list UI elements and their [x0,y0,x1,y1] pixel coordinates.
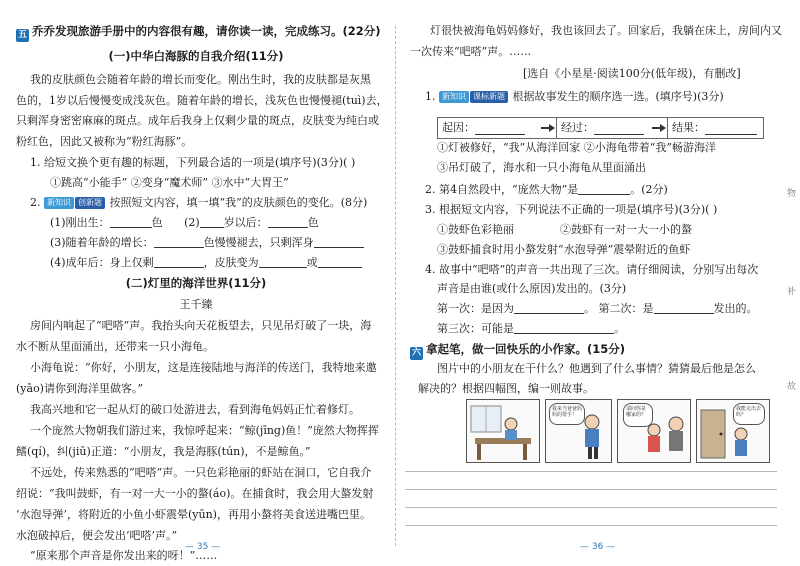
right-q3-options: ③鼓虾捕食时用小螯发射“水泡导弹”震晕附近的鱼虾 [437,243,691,256]
left-page [0,0,392,566]
page-number-left: — 35 — [185,542,221,552]
flow-start [442,118,525,138]
question-1-options: ①跳高“小能手” ②变身“魔术师” ③水中“大胃王” [50,176,289,189]
side-annotation: 物 [787,189,797,199]
article-two-line: “原来那个声音是你发出来的呀！”…… [30,549,218,562]
side-annotation: 故 [787,382,797,392]
two-people-illustration [618,400,690,462]
article-two-line: (yāo)请你到海洋里做客。” [16,382,144,395]
q2-label: 色 [151,216,163,229]
section-number-icon: 五 [17,30,27,40]
writing-line[interactable] [405,471,777,472]
continuation-line: 一次传来“吧嗒”声。…… [410,45,532,58]
boy-at-desk-illustration [467,400,539,462]
right-q2-tail: 。(2分) [630,183,668,196]
q4-second-tail: 发出的。 [713,302,758,315]
article-two-line: 房间内响起了“吧嗒”声。我抬头向天花板望去，只见吊灯破了一块，海 [30,319,372,332]
q4-third-label: 第三次：可能是 [437,322,514,335]
q4-second: 。 第二次：是 [584,302,654,315]
comic-panel-2 [545,399,612,463]
answer-blank[interactable] [654,302,714,314]
boy-at-door-illustration [697,400,769,462]
answer-blank[interactable] [110,216,152,228]
writing-line[interactable] [405,525,777,526]
flow-end [667,118,757,138]
article-two-line: 不远处，传来熟悉的“吧嗒”声。一只色彩艳丽的虾站在洞口，它自我介 [30,466,372,479]
article-one-line: 我的皮肤颜色会随着年龄的增长而变化。刚出生时，我的皮肤都是灰黑 [30,73,371,86]
continuation-line: 灯很快被海龟妈妈修好，我也该回去了。回家后，我躺在床上，房间内又 [430,24,782,37]
writing-line[interactable] [405,489,777,490]
right-q1-options: ①灯被修好，“我”从海洋回家 ②小海龟带着“我”畅游海洋 [437,141,716,154]
right-question-1: 1. 新知识 课标新题 根据故事发生的顺序选一选。(填序号)(3分) [425,90,724,103]
right-q1-options: ③吊灯破了，海水和一只小海龟从里面涌出 [437,161,646,174]
q2-label: (2) [184,216,200,229]
curriculum-tag: 课标新题 [470,91,508,103]
q2-label: (3)随着年龄的增长： [50,236,154,249]
question-2-row-2 [50,236,364,250]
q2-label: 或 [306,256,318,269]
question-2-text: 按照短文内容，填一填“我”的皮肤颜色的变化。(8分) [109,196,368,209]
sequence-flow-box [437,117,764,139]
answer-blank[interactable] [705,123,757,135]
flow-start-label: 起因： [442,121,475,134]
answer-blank[interactable] [154,236,204,248]
question-2: 2. 新知识 创新题 按照短文内容，填一填“我”的皮肤颜色的变化。(8分) [30,196,368,209]
q3-option-a: ①鼓虾色彩艳丽 [437,223,514,236]
answer-blank[interactable] [268,216,308,228]
article-two-line: 绍说：“我叫鼓虾，有一对一大一小的螯(áo)。在捕食时，我会用大螯发射 [16,487,374,500]
comic-panel-1 [466,399,540,463]
answer-blank[interactable] [578,183,630,195]
question-2-row-3 [50,256,362,270]
q2-label: (1)刚出生： [50,216,110,229]
writing-line[interactable] [405,507,777,508]
q4-first: 第一次：是因为 [437,302,514,315]
section-six-text: 拿起笔，做一回快乐的小作家。(15分) [426,342,626,356]
article-one-line: 粉红色，因此又被称为“粉红海豚”。 [16,135,193,148]
page-divider [395,26,396,546]
article-two-line: 一个庞然大物朝我们游过来，我惊呼起来：“鲸(jīng)鱼！”庞然大物挥挥 [30,424,379,437]
article-one-title: (一)中华白海豚的自我介绍(11分) [108,49,284,63]
speech-bubble: 我能走出去吗？ [733,403,765,425]
flow-end-label: 结果： [672,121,705,134]
answer-blank[interactable] [154,256,204,268]
article-one-line: 只剩浑身密密麻麻的斑点。成年后我身上仅剩少量的斑点，皮肤变为纯白或 [16,114,379,127]
right-q2-text: 2. 第4自然段中，“庞然大物”是 [425,183,579,196]
side-annotation: 补 [787,287,797,297]
right-question-3: 3. 根据短文内容，下列说法不正确的一项是(填序号)(3分)( ) [425,203,718,216]
q2-label: ，皮肤变为 [203,256,259,269]
comic-panel-3 [617,399,691,463]
article-two-line: 我高兴地和它一起从灯的破口处游进去，看到海龟妈妈正忙着修灯。 [30,403,360,416]
comic-panel-4 [696,399,770,463]
article-two-line: ‘水泡导弹’，将附近的小鱼小虾震晕(yūn)，再用小螯将美食送进嘴巴里。 [16,508,371,521]
arrow-right-icon [652,124,666,132]
q4-first-second [437,302,758,316]
article-two-line: 小海龟说：“你好，小朋友，这是连接陆地与海洋的传送门，我特地来邀 [30,361,377,374]
answer-blank[interactable] [259,256,307,268]
question-1: 1. 给短文换个更有趣的标题，下列最合适的一项是(填序号)(3分)( ) [30,156,356,169]
flow-middle-label: 经过： [561,121,594,134]
boy-with-bag-illustration [546,400,611,462]
flow-middle [556,118,644,138]
q2-label: 色 [307,216,319,229]
q2-label: 岁以后： [223,216,268,229]
q3-option-b: ②鼓虾有一对一大一小的螯 [560,223,692,236]
article-two-author: 王千臻 [179,298,213,311]
right-question-2 [425,183,668,197]
answer-blank[interactable] [475,123,525,135]
section-number-icon: 六 [411,348,421,358]
right-question-1-text: 根据故事发生的顺序选一选。(填序号)(3分) [512,90,724,103]
knowledge-tag: 新知识 [439,91,469,103]
speech-bubble: 我来当爸爸妈妈的帮手！ [549,403,585,425]
right-question-4: 4. 故事中“吧嗒”的声音一共出现了三次。请仔细阅读，分别写出每次 [425,263,759,276]
article-two-line: 鳍(qí)，纠(jiū)正道：“小朋友，我是海豚(tún)，不是鲸鱼。” [16,445,311,458]
right-question-4: 声音是由谁(或什么原因)发出的。(3分) [437,282,627,295]
writing-prompt: 解决的？根据四幅图，编一则故事。 [418,382,594,395]
question-2-row-1 [50,216,319,230]
q2-label: 色慢慢褪去，只剩浑身 [203,236,314,249]
article-two-line: 水泡破掉后，便会发出‘吧嗒’声。” [16,529,178,542]
answer-blank[interactable] [514,322,614,334]
q4-third [437,322,625,336]
right-q3-options [437,223,692,237]
source-note: [选自《小星星·阅读100分(低年级)，有删改] [523,67,741,80]
article-one-line: 色的，1岁以后慢慢变成浅灰色。随着年龄的增长，浅灰色也慢慢褪(tuì)去， [16,94,388,107]
q2-label: (4)成年后：身上仅剩 [50,256,154,269]
knowledge-tag: 新知识 [44,197,74,209]
answer-blank[interactable] [514,302,584,314]
answer-blank[interactable] [318,256,362,268]
writing-prompt: 图片中的小朋友在干什么？他遇到了什么事情？猜猜最后他是怎么 [437,362,756,375]
section-six-heading [410,342,625,360]
answer-blank[interactable] [314,236,364,248]
article-two-line: 水不断从里面涌出，还带来一只小海龟。 [16,340,214,353]
page-number-right: — 36 — [580,542,616,552]
answer-blank[interactable] [594,123,644,135]
answer-blank[interactable] [200,216,224,228]
article-two-title: (二)灯里的海洋世界(11分) [125,276,267,290]
section-five-text: 乔乔发现旅游手册中的内容很有趣，请你读一读，完成练习。(22分) [32,24,381,38]
q4-end: 。 [614,322,625,335]
arrow-right-icon [541,124,555,132]
section-five-heading [16,24,381,42]
speech-bubble: 请问你是哪家的？ [623,403,653,427]
innovation-tag: 创新题 [75,197,105,209]
